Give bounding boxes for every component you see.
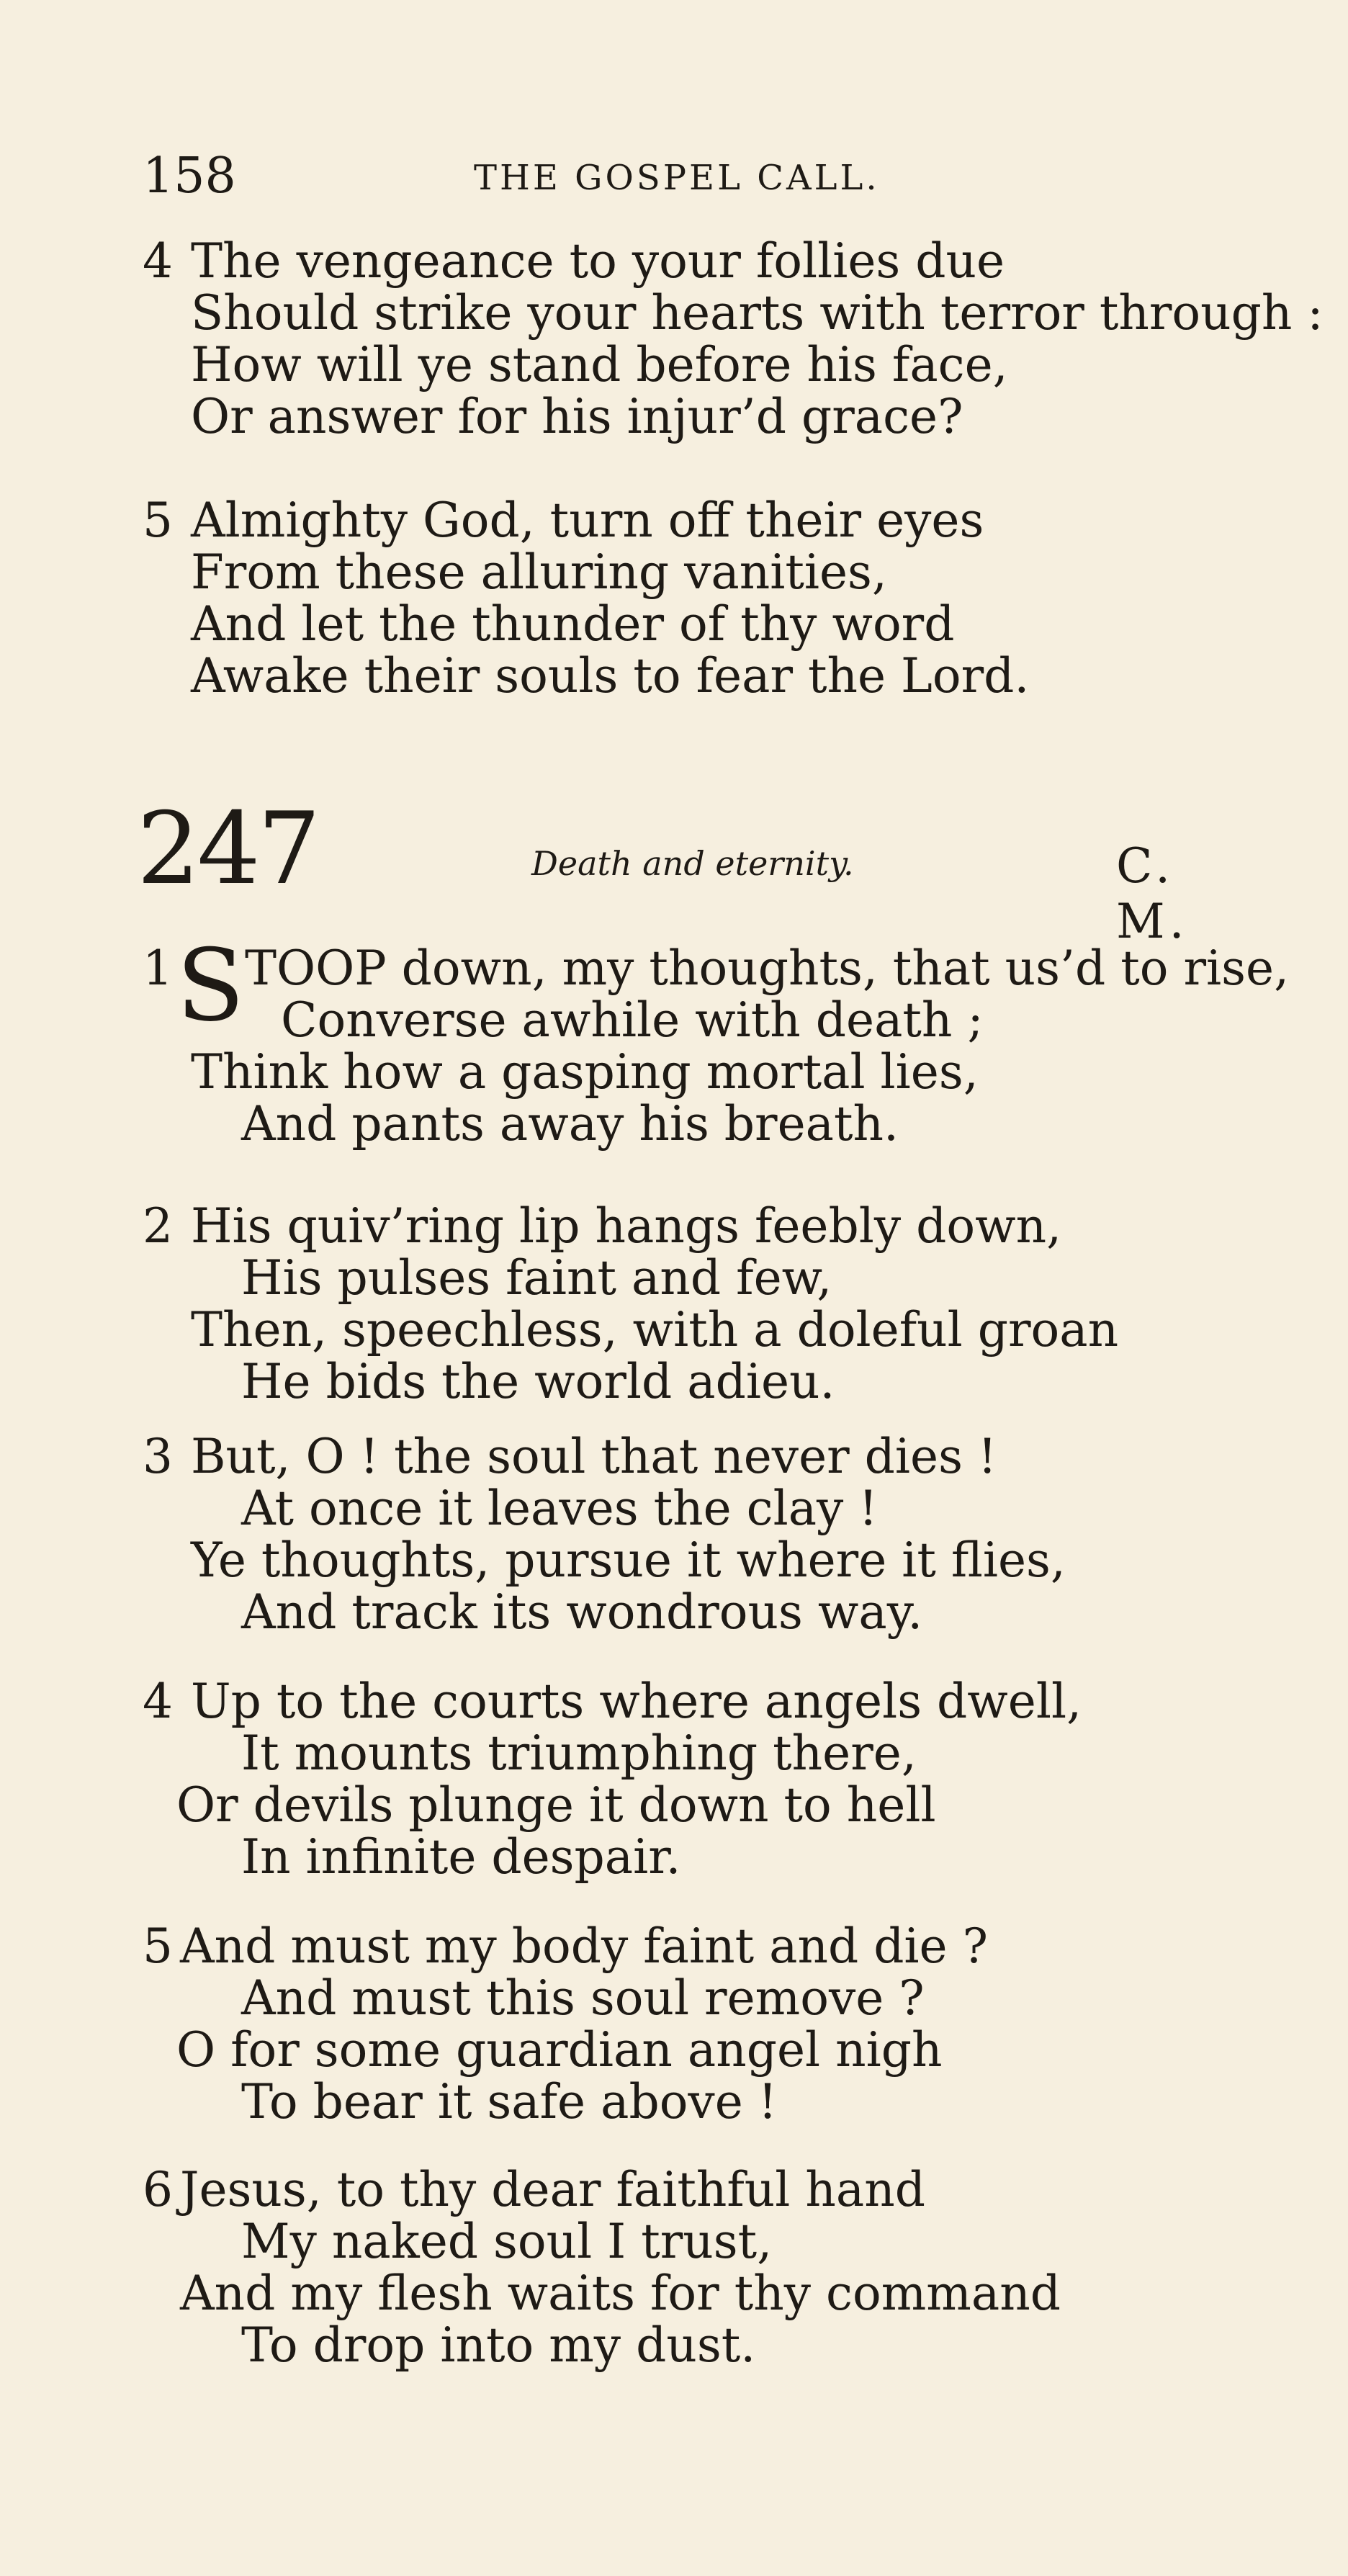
verse-line: Awake their souls to fear the Lord. xyxy=(191,648,1030,704)
verse-line: Ye thoughts, pursue it where it flies, xyxy=(191,1532,1066,1588)
verse-line: To drop into my dust. xyxy=(241,2317,756,2373)
hymn-header xyxy=(137,791,1260,949)
stanza-number: 6 xyxy=(143,2162,173,2217)
page-number: 158 xyxy=(143,148,236,205)
verse-line: At once it leaves the clay ! xyxy=(241,1481,878,1536)
verse-line: My naked soul I trust, xyxy=(241,2214,773,2269)
verse-line: But, O ! the soul that never dies ! xyxy=(191,1429,997,1484)
verse-line: Or answer for his injur’d grace? xyxy=(191,389,963,444)
verse-line: Almighty God, turn off their eyes xyxy=(191,493,984,548)
verse-line: Jesus, to thy dear faithful hand xyxy=(180,2162,925,2217)
running-title: THE GOSPEL CALL. xyxy=(474,158,880,198)
verse-line: To bear it safe above ! xyxy=(241,2074,778,2130)
verse-line: And pants away his breath. xyxy=(241,1096,899,1152)
verse-line: And must my body faint and die ? xyxy=(180,1918,988,1974)
verse-line: Or devils plunge it down to hell xyxy=(176,1777,936,1833)
stanza-number: 1 xyxy=(143,941,173,996)
verse-line: Up to the courts where angels dwell, xyxy=(191,1674,1082,1729)
page-header xyxy=(143,148,1266,205)
stanza-number: 4 xyxy=(143,1674,173,1729)
verse-line: Should strike your hearts with terror through : xyxy=(191,285,1324,341)
drop-cap: S xyxy=(176,928,245,1044)
verse-line: And must this soul remove ? xyxy=(241,1970,925,2026)
stanza-number: 5 xyxy=(143,1918,173,1974)
hymn-number: 247 xyxy=(137,791,318,907)
hymn-meter: C. M. xyxy=(1116,838,1189,949)
verse-line: His quiv’ring lip hangs feebly down, xyxy=(191,1198,1062,1254)
verse-line: Then, speechless, with a doleful groan xyxy=(191,1302,1119,1357)
verse-line: He bids the world adieu. xyxy=(241,1354,835,1409)
verse-line: His pulses faint and few, xyxy=(241,1250,832,1306)
stanza-number: 3 xyxy=(143,1429,173,1484)
stanza-number: 5 xyxy=(143,493,173,548)
verse-line: And track its wondrous way. xyxy=(241,1584,923,1640)
verse-line: Think how a gasping mortal lies, xyxy=(191,1044,979,1100)
hymn-subject: Death and eternity. xyxy=(531,844,854,883)
verse-line: From these alluring vanities, xyxy=(191,544,887,600)
verse-line: The vengeance to your follies due xyxy=(191,233,1005,289)
stanza-number: 2 xyxy=(143,1198,173,1254)
verse-line: O for some guardian angel nigh xyxy=(176,2022,943,2078)
verse-line: It mounts triumphing there, xyxy=(241,1725,917,1781)
stanza-number: 4 xyxy=(143,233,173,289)
verse-line: TOOP down, my thoughts, that us’d to rise, xyxy=(245,941,1290,996)
verse-line: And let the thunder of thy word xyxy=(191,596,955,652)
verse-line: And my flesh waits for thy command xyxy=(180,2266,1061,2321)
verse-line: Converse awhile with death ; xyxy=(281,992,984,1048)
verse-line: In infinite despair. xyxy=(241,1829,681,1885)
verse-line: How will ye stand before his face, xyxy=(191,337,1008,392)
